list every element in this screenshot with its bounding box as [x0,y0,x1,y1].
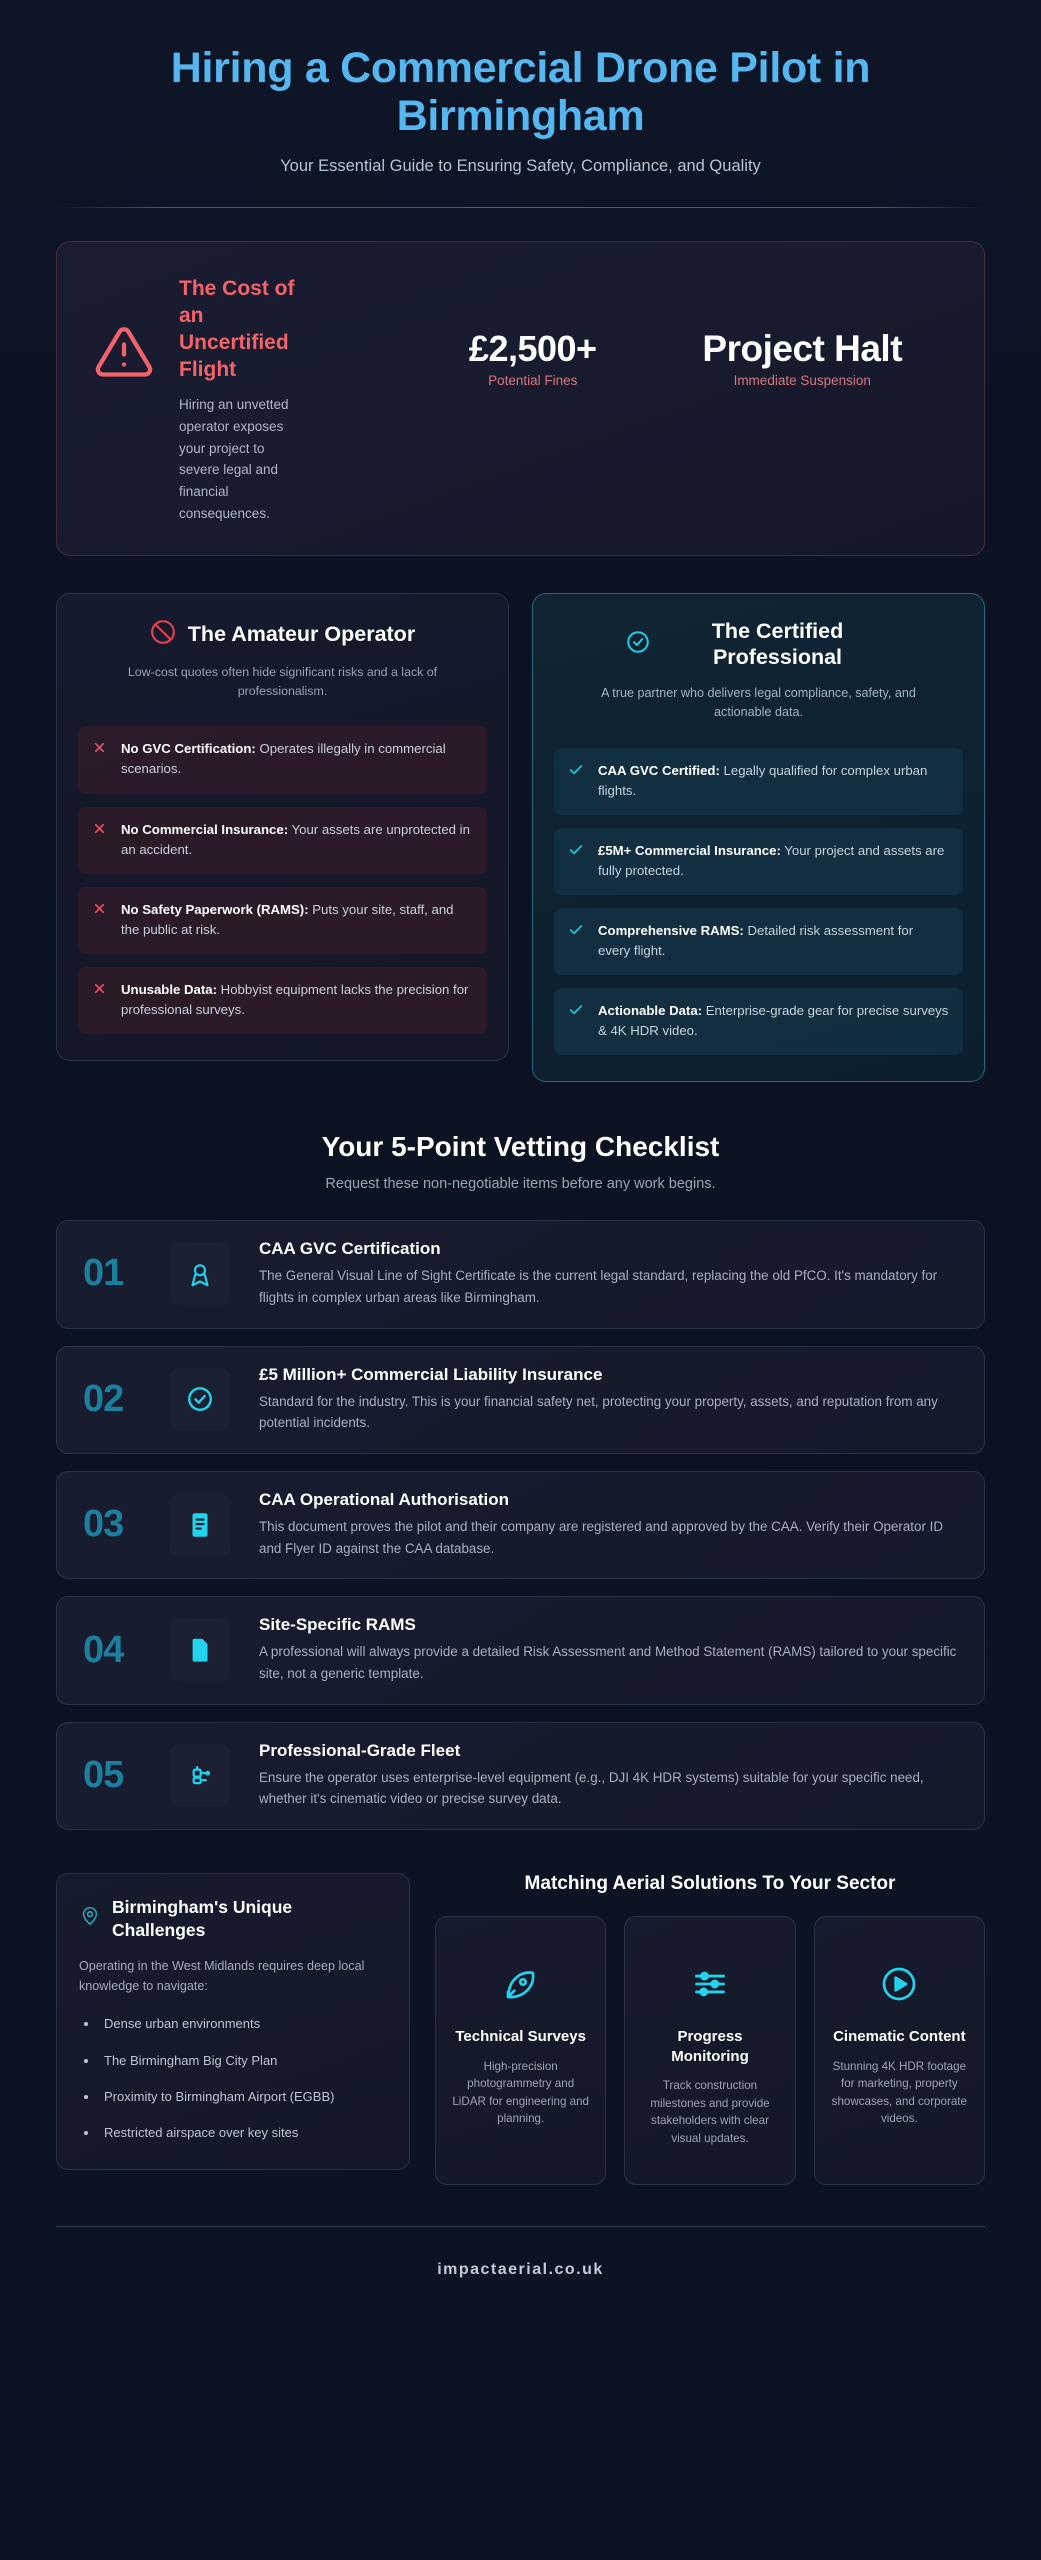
list-item [78,887,487,954]
checklist-item-title: CAA GVC Certification [259,1239,441,1259]
play-circle-icon [829,1961,970,2007]
award-badge-icon [169,1243,231,1305]
list-item-rest: Enterprise-grade gear for precise surveys & 4K HDR video. [598,1002,949,1039]
certified-professional-card [532,593,985,1082]
stat-fines [469,328,597,388]
page-header [56,0,985,176]
checklist-item-05 [56,1722,985,1830]
checklist-item-text: Ensure the operator uses enterprise-level equipment (e.g., DJI 4K HDR systems) suitable for your specific need, whether it's cinematic video or precise survey data. [259,1769,924,1807]
sector-card-title: Cinematic Content [833,2028,966,2046]
sector-card-text: Stunning 4K HDR footage for marketing, property showcases, and corporate videos. [831,2059,967,2126]
sector-card-text: High-precision photogrammetry and LiDAR for engineering and planning. [452,2059,589,2126]
checklist-subtitle: Request these non-negotiable items before any work begins. [325,1176,716,1193]
certified-item-list [554,748,963,1056]
list-item-bold: £5M+ Commercial Insurance: [598,842,781,858]
certified-card-desc: A true partner who delivers legal compliance, safety, and actionable data. [601,685,916,720]
header-divider [56,207,985,208]
checklist-body [259,1239,958,1308]
list-item-bold: Comprehensive RAMS: [598,922,744,938]
list-item: • The Birmingham Big City Plan [99,2051,387,2071]
stat-fines-value: £2,500+ [468,328,597,370]
certified-card-header [554,619,963,671]
list-item: • Restricted airspace over key sites [99,2123,387,2143]
sector-card-title: Progress Monitoring [671,2028,749,2065]
checklist-item-title: CAA Operational Authorisation [259,1489,509,1509]
challenges-intro: Operating in the West Midlands requires deep local knowledge to navigate: [79,1958,365,1994]
amateur-card-header [78,619,487,650]
x-icon [92,901,107,922]
checklist-item-text: This document proves the pilot and their company are registered and approved by the CAA. Verify their Operator ID and Flyer ID against the CAA database. [259,1518,944,1556]
list-item-text [598,1001,949,1041]
list-item-text [121,900,473,940]
cost-warning-card [56,241,985,556]
checklist-item-text: The General Visual Line of Sight Certificate is the current legal standard, replacing the old PfCO. It's mandatory for flights in complex urban areas like Birmingham. [259,1268,938,1305]
list-item-bold: No Safety Paperwork (RAMS): [121,901,309,917]
sector-solutions-section [435,1873,985,2184]
alert-triangle-icon [91,322,157,387]
list-item-text [121,820,473,860]
cost-card-text [179,276,301,525]
map-pin-icon [79,1905,101,1932]
sector-card-cinematic-content [814,1916,985,2184]
list-item-bold: CAA GVC Certified: [598,762,720,778]
list-item-text [121,980,473,1020]
challenges-title: Birmingham's Unique Challenges [112,1897,293,1940]
challenges-bullet-list [99,2014,387,2143]
checklist-item-text: A professional will always provide a detailed Risk Assessment and Method Statement (RAMS) tailored to your specific site, not a generic template. [259,1644,957,1682]
list-item-bold: Actionable Data: [598,1002,703,1018]
checklist-body [259,1615,958,1684]
list-item [554,748,963,815]
amateur-card-desc: Low-cost quotes often hide significant risks and a lack of professionalism. [127,664,438,699]
bottom-section [56,1873,985,2184]
list-item-rest: Detailed risk assessment for every flight. [598,922,914,958]
list-item-text [598,761,949,801]
page-title: Hiring a Commercial Drone Pilot in Birmingham [170,44,871,141]
list-item [554,988,963,1055]
checklist-title: Your 5-Point Vetting Checklist [321,1131,720,1163]
check-icon [568,762,584,784]
check-circle-icon [625,629,651,660]
check-icon [568,842,584,864]
checklist-number: 04 [83,1628,124,1671]
checklist-item-02 [56,1346,985,1454]
sliders-icon [639,1961,780,2007]
sector-card-text: Track construction milestones and provide stakeholders with clear visual updates. [650,2079,770,2145]
checklist-items [56,1220,985,1830]
list-item-rest: Legally qualified for complex urban flights. [598,762,928,798]
stat-halt-label: Immediate Suspension [733,373,871,389]
page-subtitle: Your Essential Guide to Ensuring Safety, Compliance, and Quality [280,157,761,176]
list-item-text [121,739,473,779]
file-page-icon [169,1619,231,1681]
list-item-rest: Your assets are unprotected in an accident. [121,821,470,857]
list-item-rest: Operates illegally in commercial scenarios. [121,741,446,777]
list-item [78,967,487,1034]
list-item: • Dense urban environments [99,2014,387,2034]
checklist-item-title: £5 Million+ Commercial Liability Insurance [259,1364,603,1384]
list-item-bold: No GVC Certification: [121,741,256,757]
drone-fleet-icon [169,1744,231,1806]
checklist-item-03 [56,1471,985,1579]
check-icon [568,922,584,944]
shield-check-icon [169,1368,231,1430]
stat-fines-label: Potential Fines [488,373,578,389]
list-item-bold: Unusable Data: [121,981,217,997]
stat-halt [702,328,902,388]
amateur-card-title: The Amateur Operator [187,621,416,646]
list-item [78,726,487,793]
checklist-number: 03 [83,1503,124,1546]
list-item-rest: Puts your site, staff, and the public at risk. [121,901,454,937]
drone-survey-icon [450,1961,591,2007]
certified-card-title: The Certified Professional [711,618,844,669]
checklist-number: 02 [83,1377,124,1420]
checklist-number: 05 [83,1753,124,1796]
sectors-title: Matching Aerial Solutions To Your Sector [524,1873,896,1895]
footer-site: impactaerial.co.uk [437,2260,604,2278]
comparison-section [56,593,985,1082]
cost-card-left [91,270,421,525]
document-lines-icon [169,1494,231,1556]
checklist-item-title: Professional-Grade Fleet [259,1740,461,1760]
prohibited-icon [150,619,176,650]
checklist-item-04 [56,1596,985,1704]
cost-card-body: Hiring an unvetted operator exposes your project to severe legal and financial consequences. [179,396,289,522]
cost-card-heading: The Cost of an Uncertified Flight [179,277,295,381]
challenges-header [79,1896,387,1942]
list-item-rest: Hobbyist equipment lacks the precision for professional surveys. [121,981,469,1017]
sector-card-progress-monitoring [624,1916,795,2184]
sector-card-grid [435,1916,985,2184]
list-item [554,908,963,975]
list-item: • Proximity to Birmingham Airport (EGBB) [99,2087,387,2107]
amateur-item-list [78,726,487,1034]
list-item [78,807,487,874]
sector-card-title: Technical Surveys [455,2028,586,2046]
x-icon [92,981,107,1002]
list-item [554,828,963,895]
birmingham-challenges-card [56,1873,410,2170]
checklist-item-text: Standard for the industry. This is your financial safety net, protecting your property, assets, and reputation from any potential incidents. [259,1393,938,1431]
checklist-number: 01 [83,1252,124,1295]
checklist-body [259,1741,958,1810]
checklist-item-title: Site-Specific RAMS [259,1615,416,1635]
stat-halt-value: Project Halt [702,328,903,370]
checklist-item-01 [56,1220,985,1328]
amateur-operator-card [56,593,509,1061]
list-item-bold: No Commercial Insurance: [121,821,289,837]
cost-stats [421,270,950,388]
check-icon [568,1002,584,1024]
list-item-text [598,841,949,881]
list-item-text [598,921,949,961]
x-icon [92,740,107,761]
checklist-body [259,1365,958,1434]
checklist-body [259,1490,958,1559]
list-item-rest: Your project and assets are fully protected. [598,842,945,878]
x-icon [92,821,107,842]
sector-card-technical-surveys [435,1916,606,2184]
checklist-header [56,1131,985,1192]
